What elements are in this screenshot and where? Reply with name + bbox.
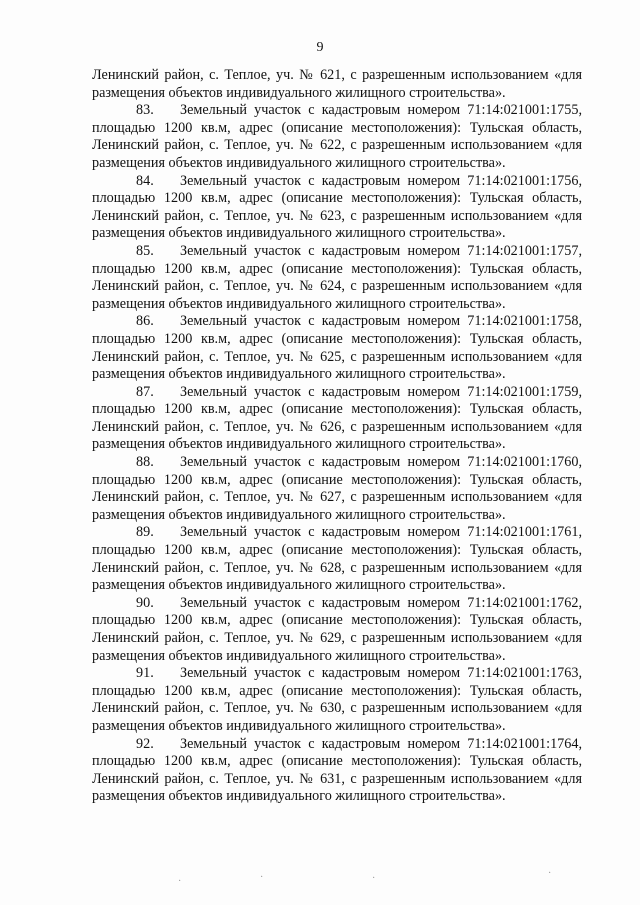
text-line: площадью 1200 кв.м, адрес (описание местоположения): Тульская область, <box>92 612 582 629</box>
text-line: Ленинский район, с. Теплое, уч. № 623, с разрешенным использованием «для <box>92 207 582 224</box>
clause-number: 88. <box>136 454 154 471</box>
text-line: площадью 1200 кв.м, адрес (описание местоположения): Тульская область, <box>92 471 582 488</box>
clause-item <box>92 736 582 806</box>
clause-first-line <box>92 524 582 542</box>
page-number: 9 <box>316 40 324 55</box>
text-line: Ленинский район, с. Теплое, уч. № 631, с разрешенным использованием «для <box>92 770 582 787</box>
clause-item <box>92 665 582 735</box>
document-page: 9 Ленинский район, с. Теплое, уч. № 621, с разрешенным использованием «для размещения объектов индивидуального жилищного строительства». 83. Земельный участок с кадастровым номером 71:14:021001:1755, площадью 1200 кв.м, адрес (описание местоположения): Тульская область, Ленинский район, с. Теплое, уч. № 622, с разрешенным использованием «для размещения объектов индивидуального жилищного строительства». 84. Земельный участок с кадастровым номером 71:14:021001:1756, площадью 1200 кв.м, адрес (описание местоположения): Тульская область, Ленинский район, с. Теплое, уч. № 623, с разрешенным использованием «для размещения объектов индивидуального жилищного строительства». 85. Земельный участок с кадастровым номером 71:14:021001:1757, площадью 1200 кв.м, адрес (описание местоположения): Тульская область, Ленинский район, с. Теплое, уч. № 624, с разрешенным использованием «для размещения объектов индивидуального жилищного строительства». 86. Земельный участок с кадастровым номером 71:14:021001:1758, площадью 1200 кв.м, адрес (описание местоположения): Тульская область, Ленинский район, с. Теплое, уч. № 625, с разрешенным использованием «для размещения объектов индивидуального жилищного строительства». 87. Земельный участок с кадастровым номером 71:14:021001:1759, площадью 1200 кв.м, адрес (описание местоположения): Тульская область, Ленинский район, с. Теплое, уч. № 626, с разрешенным использованием «для размещения объектов индивидуального жилищного строительства». 88. Земельный участок с кадастровым номером 71:14:021001:1760, площадью 1200 кв.м, адрес (описание местоположения): Тульская область, Ленинский район, с. Теплое, уч. № 627, с разрешенным использованием «для размещения объектов индивидуального жилищного строительства». 89. Земельный участок с кадастровым номером 71:14:021001:1761, площадью 1200 кв.м, адрес (описание местоположения): Тульская область, Ленинский район, с. Теплое, уч. № 628, с разрешенным использованием «для размещения объектов индивидуального жилищного строительства». 90. Земельный участок с кадастровым номером 71:14:021001:1762, площадью 1200 кв.м, адрес (описание местоположения): Тульская область, Ленинский район, с. Теплое, уч. № 629, с разрешенным использованием «для размещения объектов индивидуального жилищного строительства». 91. Земельный участок с кадастровым номером 71:14:021001:1763, площадью 1200 кв.м, адрес (описание местоположения): Тульская область, Ленинский район, с. Теплое, уч. № 630, с разрешенным использованием «для размещения объектов индивидуального жилищного строительства». 92. Земельный участок с кадастровым номером 71:14:021001:1764, площадью 1200 кв.м, адрес (описание местоположения): Тульская область, Ленинский район, с. Теплое, уч. № 631, с разрешенным использованием «для размещения объектов индивидуального жилищного строительства». · · · · <box>0 0 640 905</box>
clause-text: Земельный участок с кадастровым номером 71:14:021001:1764, <box>180 735 582 752</box>
clause-text: Земельный участок с кадастровым номером 71:14:021001:1763, <box>180 665 582 682</box>
clause-first-line <box>92 173 582 191</box>
clause-text: Земельный участок с кадастровым номером 71:14:021001:1756, <box>180 172 582 189</box>
clause-first-line <box>92 313 582 331</box>
clause-number: 90. <box>136 594 154 611</box>
text-line: площадью 1200 кв.м, адрес (описание местоположения): Тульская область, <box>92 682 582 699</box>
clause-item <box>92 173 582 243</box>
text-line: размещения объектов индивидуального жилищного строительства». <box>92 154 506 171</box>
clause-number: 91. <box>136 665 154 682</box>
text-line: размещения объектов индивидуального жилищного строительства». <box>92 84 506 101</box>
clause-text: Земельный участок с кадастровым номером 71:14:021001:1760, <box>180 454 582 471</box>
text-line: Ленинский район, с. Теплое, уч. № 630, с разрешенным использованием «для <box>92 700 582 717</box>
text-line: Ленинский район, с. Теплое, уч. № 625, с разрешенным использованием «для <box>92 348 582 365</box>
text-line: площадью 1200 кв.м, адрес (описание местоположения): Тульская область, <box>92 330 582 347</box>
text-line: площадью 1200 кв.м, адрес (описание местоположения): Тульская область, <box>92 260 582 277</box>
clause-first-line <box>92 243 582 261</box>
clause-list <box>92 102 582 806</box>
text-line: размещения объектов индивидуального жилищного строительства». <box>92 717 506 734</box>
text-line: площадью 1200 кв.м, адрес (описание местоположения): Тульская область, <box>92 542 582 559</box>
text-line: размещения объектов индивидуального жилищного строительства». <box>92 295 506 312</box>
clause-first-line <box>92 736 582 754</box>
clause-text: Земельный участок с кадастровым номером 71:14:021001:1759, <box>180 383 582 400</box>
clause-item <box>92 243 582 313</box>
text-line: площадью 1200 кв.м, адрес (описание местоположения): Тульская область, <box>92 190 582 207</box>
clause-text: Земельный участок с кадастровым номером 71:14:021001:1762, <box>180 594 582 611</box>
text-line: размещения объектов индивидуального жилищного строительства». <box>92 506 506 523</box>
clause-item <box>92 313 582 383</box>
text-line: площадью 1200 кв.м, адрес (описание местоположения): Тульская область, <box>92 119 582 136</box>
text-line: Ленинский район, с. Теплое, уч. № 622, с разрешенным использованием «для <box>92 137 582 154</box>
clause-first-line <box>92 384 582 402</box>
clause-text: Земельный участок с кадастровым номером 71:14:021001:1758, <box>180 313 582 330</box>
clause-first-line <box>92 454 582 472</box>
clause-item <box>92 454 582 524</box>
text-line: Ленинский район, с. Теплое, уч. № 624, с разрешенным использованием «для <box>92 278 582 295</box>
text-line: размещения объектов индивидуального жилищного строительства». <box>92 436 506 453</box>
clause-number: 89. <box>136 524 154 541</box>
text-line: Ленинский район, с. Теплое, уч. № 626, с разрешенным использованием «для <box>92 418 582 435</box>
clause-number: 92. <box>136 735 154 752</box>
clause-first-line <box>92 102 582 120</box>
clause-number: 85. <box>136 242 154 259</box>
clause-number: 83. <box>136 102 154 119</box>
clause-text: Земельный участок с кадастровым номером 71:14:021001:1757, <box>180 242 582 259</box>
clause-text: Земельный участок с кадастровым номером 71:14:021001:1761, <box>180 524 582 541</box>
text-line: размещения объектов индивидуального жилищного строительства». <box>92 577 506 594</box>
text-line: Ленинский район, с. Теплое, уч. № 628, с разрешенным использованием «для <box>92 559 582 576</box>
text-line: площадью 1200 кв.м, адрес (описание местоположения): Тульская область, <box>92 753 582 770</box>
text-line: площадью 1200 кв.м, адрес (описание местоположения): Тульская область, <box>92 401 582 418</box>
clause-item <box>92 524 582 594</box>
clause-number: 84. <box>136 172 154 189</box>
clause-text: Земельный участок с кадастровым номером 71:14:021001:1755, <box>180 102 582 119</box>
text-line: размещения объектов индивидуального жилищного строительства». <box>92 788 506 805</box>
text-line: размещения объектов индивидуального жилищного строительства». <box>92 225 506 242</box>
text-line: размещения объектов индивидуального жилищного строительства». <box>92 366 506 383</box>
continuation-paragraph <box>92 67 582 102</box>
text-line: размещения объектов индивидуального жилищного строительства». <box>92 647 506 664</box>
clause-item <box>92 595 582 665</box>
clause-number: 86. <box>136 313 154 330</box>
clause-first-line <box>92 665 582 683</box>
clause-item <box>92 384 582 454</box>
text-line: Ленинский район, с. Теплое, уч. № 621, с разрешенным использованием «для <box>92 67 582 83</box>
clause-first-line <box>92 595 582 613</box>
clause-number: 87. <box>136 383 154 400</box>
document-body <box>92 67 582 806</box>
text-line: Ленинский район, с. Теплое, уч. № 627, с разрешенным использованием «для <box>92 489 582 506</box>
text-line: Ленинский район, с. Теплое, уч. № 629, с разрешенным использованием «для <box>92 630 582 646</box>
clause-item <box>92 102 582 172</box>
